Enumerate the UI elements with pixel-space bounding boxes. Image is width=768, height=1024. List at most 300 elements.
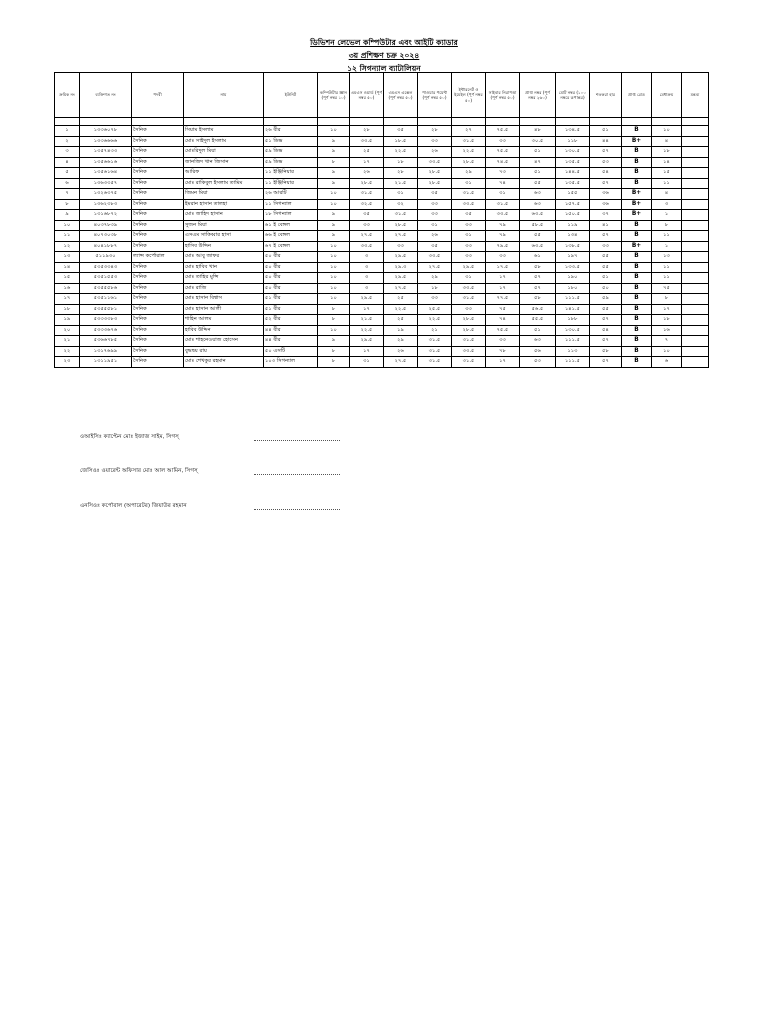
table-cell (682, 315, 709, 326)
table-cell: ১০ (318, 273, 350, 284)
table-cell: ৫৩৫১৫৫৩ (80, 273, 132, 284)
table-cell: সৈনিক (132, 346, 184, 357)
empty-cell (486, 118, 520, 126)
table-cell: ৫ (55, 168, 80, 179)
table-cell: ২৭.৫ (384, 357, 418, 368)
table-cell: ১৩৩.৫ (556, 262, 590, 273)
table-cell: মোঃ হাসান আলী (184, 304, 264, 315)
table-cell: B (622, 147, 652, 158)
table-cell: ২৯ (452, 168, 486, 179)
spacer-row (55, 118, 709, 126)
table-cell: B (622, 315, 652, 326)
report-title-cycle: ৩য় প্রশিক্ষণ চক্র ২০২৪ (348, 51, 420, 60)
column-header: মন্তব্য (682, 73, 709, 118)
table-cell: ৬৩ (520, 189, 556, 200)
table-cell: ৩১.৫ (384, 210, 418, 221)
table-cell (682, 273, 709, 284)
table-cell (682, 357, 709, 368)
table-cell: মোঃ হাসান বিশ্বাস (184, 294, 264, 305)
result-table (54, 72, 709, 368)
table-cell: ১৩৫৭৪৩৩ (80, 147, 132, 158)
table-cell: ৯ (318, 220, 350, 231)
table-cell: ২৫ (384, 315, 418, 326)
table-cell: B (622, 294, 652, 305)
table-cell: ৩১.৫ (452, 357, 486, 368)
table-cell: B (622, 252, 652, 263)
table-cell: ৭৪ (486, 178, 520, 189)
table-cell: ২৮.৫ (350, 178, 384, 189)
table-row (55, 304, 709, 315)
table-cell: সৈনিক (132, 325, 184, 336)
table-cell: ৫৭ (590, 357, 622, 368)
column-header: মেধাক্রম (652, 73, 682, 118)
table-cell: ১০ (318, 189, 350, 200)
table-cell: ৮ (652, 220, 682, 231)
table-cell: ৩১.৫ (418, 346, 452, 357)
table-cell: মোঃ রাকিবুল ইসলাম তামিম (184, 178, 264, 189)
table-cell: ১৭ (350, 346, 384, 357)
table-cell: ১৭ (486, 357, 520, 368)
table-cell: ১০ (55, 220, 80, 231)
table-cell: ১১১.৫ (556, 294, 590, 305)
table-cell: ৩১.৫ (452, 136, 486, 147)
table-cell: ৭৯ (486, 231, 520, 242)
table-cell: সৈনিক (132, 199, 184, 210)
table-cell: ২৮.৫ (452, 325, 486, 336)
table-cell: ৭ (55, 189, 80, 200)
table-cell: ৯ (55, 210, 80, 221)
table-cell: B (622, 336, 652, 347)
table-cell: ১৪ (55, 262, 80, 273)
table-row (55, 210, 709, 221)
table-cell: ৮ (318, 304, 350, 315)
table-cell: ১০ (652, 346, 682, 357)
table-cell: ৫৫ (590, 252, 622, 263)
table-cell: ২৮ (350, 126, 384, 137)
table-cell: ৫১ (520, 168, 556, 179)
table-cell: ২৮ (418, 126, 452, 137)
table-cell: ৮ (318, 315, 350, 326)
table-cell: ২৭.৫ (384, 231, 418, 242)
signature-line-nco (254, 509, 340, 510)
table-cell: ১৩৩৬৬৬৬ (80, 136, 132, 147)
table-cell: ২৭.৫ (384, 283, 418, 294)
table-cell: ১৫৫ (556, 189, 590, 200)
table-cell: B+ (622, 210, 652, 221)
table-cell: ৭৯.৫ (486, 241, 520, 252)
table-cell: মোঃ সাইদুল ইসলাম (184, 136, 264, 147)
table-cell: ৩৩.৫ (452, 346, 486, 357)
table-cell: ল্যান্স কর্পোরাল (132, 252, 184, 263)
table-cell: ৩২ (384, 199, 418, 210)
table-cell: ৫৮ (520, 294, 556, 305)
table-cell: ৭৭.৫ (486, 294, 520, 305)
table-cell (682, 210, 709, 221)
signature-jco: জেসিওঃ ওয়ারেন্ট অফিসার মোঃ আল আমিন, সিগস্‌ (80, 468, 198, 474)
table-cell: ৫৭ (590, 178, 622, 189)
table-cell: ৩১ (486, 189, 520, 200)
table-cell: ৭৪ (486, 315, 520, 326)
table-cell: ৫০ বীর (264, 283, 318, 294)
table-cell: B (622, 231, 652, 242)
table-cell: ৫৫ (590, 304, 622, 315)
table-cell: ২৫.৫ (418, 304, 452, 315)
table-cell: ৩৫ (418, 241, 452, 252)
table-cell: ৫৭ (520, 283, 556, 294)
table-cell: সৈনিক (132, 157, 184, 168)
table-cell: ৩১.৫ (452, 189, 486, 200)
empty-cell (80, 118, 132, 126)
table-cell: B (622, 346, 652, 357)
empty-cell (520, 118, 556, 126)
table-cell: ৯ (318, 210, 350, 221)
table-cell: ৫১ (520, 325, 556, 336)
empty-cell (418, 118, 452, 126)
table-cell: সৈনিক (132, 189, 184, 200)
table-cell: ১৩০.৫ (556, 147, 590, 158)
table-cell: সৈনিক (132, 126, 184, 137)
table-cell: ৩৩.৫ (418, 157, 452, 168)
table-cell: ৩১ (452, 273, 486, 284)
table-cell: সৈনিক (132, 294, 184, 305)
table-cell: ১৩৩৬০৭৮ (80, 126, 132, 137)
table-cell: ৬৩.৫ (520, 210, 556, 221)
table-cell (682, 241, 709, 252)
table-cell: ১৭ (486, 283, 520, 294)
table-cell: হাসিব উদ্দিন (184, 241, 264, 252)
table-cell: ৩ (652, 199, 682, 210)
table-cell: ৫৮.৫ (520, 220, 556, 231)
column-header: এমএস ওয়ার্ড (পূর্ণ নম্বর ৫০) (350, 73, 384, 118)
table-row (55, 273, 709, 284)
table-cell: ২৯.৫ (350, 336, 384, 347)
table-cell: ৭৩ (486, 168, 520, 179)
empty-cell (384, 118, 418, 126)
table-cell: সৈনিক (132, 304, 184, 315)
table-cell: সৈনিক (132, 220, 184, 231)
table-cell: ৫৩৬৬৭৮৫ (80, 336, 132, 347)
table-cell: ৩৩ (418, 136, 452, 147)
table-cell: ২০ (55, 325, 80, 336)
table-cell: ৯ (318, 136, 350, 147)
table-row (55, 157, 709, 168)
header-row (55, 73, 709, 118)
table-cell: B (622, 178, 652, 189)
table-cell (682, 168, 709, 179)
table-cell: B (622, 325, 652, 336)
table-cell: B (622, 262, 652, 273)
table-cell: এসএম সাকিব্বার হাসা (184, 231, 264, 242)
report-titles (0, 36, 768, 75)
column-header: শতকরা হার (590, 73, 622, 118)
table-cell: ৪ (652, 136, 682, 147)
table-cell: ৩৩ (350, 220, 384, 231)
table-cell: ২ (55, 136, 80, 147)
table-cell: হাবিব উদ্দিন (184, 325, 264, 336)
table-cell: ১৮ (418, 283, 452, 294)
table-cell: ২৬ বীর (264, 126, 318, 137)
table-row (55, 346, 709, 357)
table-row (55, 126, 709, 137)
empty-cell (350, 118, 384, 126)
table-cell (682, 346, 709, 357)
table-row (55, 336, 709, 347)
column-header: কম্পিউটার জ্ঞান (পূর্ণ নম্বর ১০) (318, 73, 350, 118)
table-cell: ৬১ (520, 252, 556, 263)
table-cell: ৫১ বীর (264, 294, 318, 305)
table-cell: ৬৩ (520, 199, 556, 210)
table-cell: সুজন মিয়া (184, 220, 264, 231)
table-cell: B+ (622, 136, 652, 147)
table-cell: ১০ (318, 126, 350, 137)
table-cell: ৫১ (590, 273, 622, 284)
table-cell: ৬ (55, 178, 80, 189)
empty-cell (318, 118, 350, 126)
table-cell: ৩১.৫ (452, 294, 486, 305)
table-cell: ৮ (318, 357, 350, 368)
table-cell: ২২.৫ (384, 147, 418, 158)
table-cell: ৩৩.৫ (350, 136, 384, 147)
table-cell: ১৪৪.৫ (556, 168, 590, 179)
table-cell: ৩২.৫ (350, 199, 384, 210)
table-cell: ১৪১.৫ (556, 304, 590, 315)
table-cell: ১৯৭ (556, 252, 590, 263)
table-cell: ৫৫ (520, 231, 556, 242)
table-cell: ৩৩ (486, 252, 520, 263)
table-cell: ৯ (318, 336, 350, 347)
table-cell: ৫৯ ডিভ (264, 147, 318, 158)
table-cell: ২৯.৫ (452, 262, 486, 273)
table-cell: ৫৩ (590, 157, 622, 168)
table-cell: ১০ (318, 241, 350, 252)
table-cell: ৬৬ ই বেঙ্গল (264, 231, 318, 242)
table-cell: ৫১ (590, 126, 622, 137)
empty-cell (132, 118, 184, 126)
table-row (55, 294, 709, 305)
table-cell: ৭৪.৫ (486, 157, 520, 168)
table-cell: B (622, 357, 652, 368)
table-cell: সৈনিক (132, 178, 184, 189)
table-cell: ২৫ (350, 147, 384, 158)
table-cell: ৪৪ (590, 136, 622, 147)
table-cell: ৬৭ ই বেঙ্গল (264, 241, 318, 252)
table-cell: ১১৯ (556, 220, 590, 231)
table-cell (682, 189, 709, 200)
table-cell: মোঃ শাহনেওয়াজ হোসেন (184, 336, 264, 347)
table-cell: ৩১.৫ (350, 189, 384, 200)
table-cell: ২৯ (384, 336, 418, 347)
table-row (55, 241, 709, 252)
empty-cell (556, 118, 590, 126)
table-cell: ৩০.৫ (520, 136, 556, 147)
table-cell: ২২.৫ (350, 325, 384, 336)
table-cell: ৩৩ (452, 241, 486, 252)
table-cell: ৩৩.৫ (418, 252, 452, 263)
table-cell: ১০ (318, 262, 350, 273)
table-cell: ১৮০ (556, 283, 590, 294)
table-cell: ৩৩ (452, 220, 486, 231)
signature-line-oic (254, 440, 340, 441)
table-cell: ১৭ (350, 157, 384, 168)
column-header: নাম (184, 73, 264, 118)
table-cell (682, 178, 709, 189)
table-cell: ১৭.৫ (486, 262, 520, 273)
table-cell: ১০ (318, 325, 350, 336)
table-cell: ৯ (318, 147, 350, 158)
table-row (55, 168, 709, 179)
table-cell: সৈনিক (132, 273, 184, 284)
table-cell: ৫০ এসটি (264, 346, 318, 357)
table-cell: ৫০ বীর (264, 273, 318, 284)
table-row (55, 178, 709, 189)
table-cell: ৬ (652, 357, 682, 368)
table-cell: ৫০ (590, 283, 622, 294)
table-cell: ২৬ আরটি (264, 189, 318, 200)
table-cell: ১১ (55, 231, 80, 242)
table-cell: ১৫ (652, 168, 682, 179)
table-cell: ১৩৬২৩৮৩ (80, 199, 132, 210)
table-cell: ১১ ইঞ্জিনিয়ার (264, 168, 318, 179)
table-cell: ৭৫.৫ (486, 325, 520, 336)
table-cell: ১৮ (384, 157, 418, 168)
table-cell: ৩৬ (590, 199, 622, 210)
table-cell: ১৩১১৯৫১ (80, 357, 132, 368)
table-cell: ৫৩৫৫৫৮১ (80, 304, 132, 315)
table-cell: ৪৪ বীর (264, 336, 318, 347)
table-cell: ১০ (318, 294, 350, 305)
table-cell: ১০৩ সিগন্যাল (264, 357, 318, 368)
table-cell: ২৬ (350, 168, 384, 179)
table-cell: ১৫৭.৫ (556, 199, 590, 210)
signature-oic: ওআইসিঃ ক্যাপ্টেন মোঃ ইজাজ সাইম, সিগস্‌ (80, 434, 179, 440)
table-cell: ৩৩.৫ (452, 199, 486, 210)
table-cell: ৪০৭৩০৩৮ (80, 231, 132, 242)
table-cell: ৫০ বীর (264, 262, 318, 273)
table-cell: ৩১.৫ (486, 199, 520, 210)
table-cell: ১৮.৫ (384, 136, 418, 147)
table-cell: ৫১ ডিভ (264, 136, 318, 147)
table-cell: ৩ (350, 262, 384, 273)
table-cell: ৫৩ (520, 357, 556, 368)
table-cell: সৈনিক (132, 262, 184, 273)
table-cell: ২৮.৫ (418, 178, 452, 189)
table-cell: শাহিন আলম (184, 315, 264, 326)
table-cell: B (622, 283, 652, 294)
table-cell: জানজিদ খান জিসান (184, 157, 264, 168)
table-cell: ৩৩.৫ (486, 210, 520, 221)
table-cell: ১২ (55, 241, 80, 252)
table-cell: ১৩২৬৩৭৫ (80, 189, 132, 200)
table-cell: ২২.৫ (452, 147, 486, 158)
table-cell: ৫৫.৫ (520, 315, 556, 326)
table-cell: ৫৭ (590, 147, 622, 158)
table-cell: ৯ (318, 168, 350, 179)
table-cell: B+ (622, 199, 652, 210)
table-cell: ৫২ বীর (264, 315, 318, 326)
table-cell (682, 220, 709, 231)
table-cell: ৩১ (452, 178, 486, 189)
table-cell (682, 126, 709, 137)
table-cell: ১৩৪ (556, 231, 590, 242)
table-cell: ৭৯ (486, 220, 520, 231)
table-cell: ১৯ (55, 315, 80, 326)
table-cell: ১০ (318, 283, 350, 294)
table-cell: ৮ (652, 294, 682, 305)
table-row (55, 252, 709, 263)
table-row (55, 220, 709, 231)
table-cell: ৫৫ (520, 178, 556, 189)
table-cell: সৈনিক (132, 147, 184, 158)
table-cell: ৩ (55, 147, 80, 158)
table-cell: ৫৮ (520, 262, 556, 273)
table-cell: ৫৩৫১১৬১ (80, 294, 132, 305)
table-cell: ১৩ (652, 252, 682, 263)
table-cell: ৭ (652, 336, 682, 347)
table-header (55, 73, 709, 118)
table-cell: ১৯ (384, 325, 418, 336)
table-cell: ২১ (418, 325, 452, 336)
column-header: প্রাপ্ত নম্বর (পূর্ণ নম্বর ২৬০) (520, 73, 556, 118)
report-title-unit: ১২ সিগন্যাল ব্যাটালিয়ন (347, 64, 421, 73)
table-cell: ৪০৩৭৮৩৯ (80, 220, 132, 231)
table-cell: ৪৮ (520, 126, 556, 137)
table-cell: ৩৫ (418, 189, 452, 200)
table-cell (682, 252, 709, 263)
table-cell: ১৫ (55, 273, 80, 284)
signature-line-jco (254, 474, 340, 475)
table-cell: ১৭ (55, 294, 80, 305)
column-header: মোট নম্বর (১০০ নম্বরে রূপান্তর) (556, 73, 590, 118)
table-row (55, 147, 709, 158)
table-cell: ১৫০.৫ (556, 210, 590, 221)
table-cell: ১১১.৫ (556, 336, 590, 347)
table-cell: ২৮.৫ (452, 315, 486, 326)
table-cell: B (622, 304, 652, 315)
table-cell: ৭৫ (486, 304, 520, 315)
table-cell: ৩ (350, 252, 384, 263)
table-cell: সৈনিক (132, 315, 184, 326)
table-cell: ২১ (55, 336, 80, 347)
table-cell: ৩৩ (590, 241, 622, 252)
table-cell: ৩ (350, 283, 384, 294)
table-cell: ৩ (350, 273, 384, 284)
table-cell: মোঃ আবু জাফর (184, 252, 264, 263)
table-cell: ৫৭ (590, 336, 622, 347)
table-cell: সৈনিক (132, 168, 184, 179)
table-cell: ৫৯ ডিভ (264, 157, 318, 168)
table-cell: B+ (622, 241, 652, 252)
table-cell: ৮ (318, 157, 350, 168)
table-cell: ৫৮ (590, 346, 622, 357)
table-cell (682, 283, 709, 294)
table-cell: ১৩৬৩৩৫৭ (80, 178, 132, 189)
table-cell: ২৯.৫ (384, 252, 418, 263)
table-cell: ৩৩ (452, 304, 486, 315)
table-cell: ১১৮ (556, 136, 590, 147)
empty-cell (682, 118, 709, 126)
table-cell: সৈনিক (132, 210, 184, 221)
column-header: এমএস এক্সেল (পূর্ণ নম্বর ৫০) (384, 73, 418, 118)
table-cell: ১১ (652, 231, 682, 242)
table-cell: ৪৪ বীর (264, 325, 318, 336)
table-cell: ২৫ (384, 294, 418, 305)
table-cell (682, 147, 709, 158)
table-cell: ৩৩.৫ (350, 241, 384, 252)
table-cell: ১৩৮.৫ (556, 241, 590, 252)
table-cell: ৬১ ই বেঙ্গল (264, 220, 318, 231)
table-cell: ৩৫ (350, 210, 384, 221)
table-cell: সিয়াম ইসলাম (184, 126, 264, 137)
